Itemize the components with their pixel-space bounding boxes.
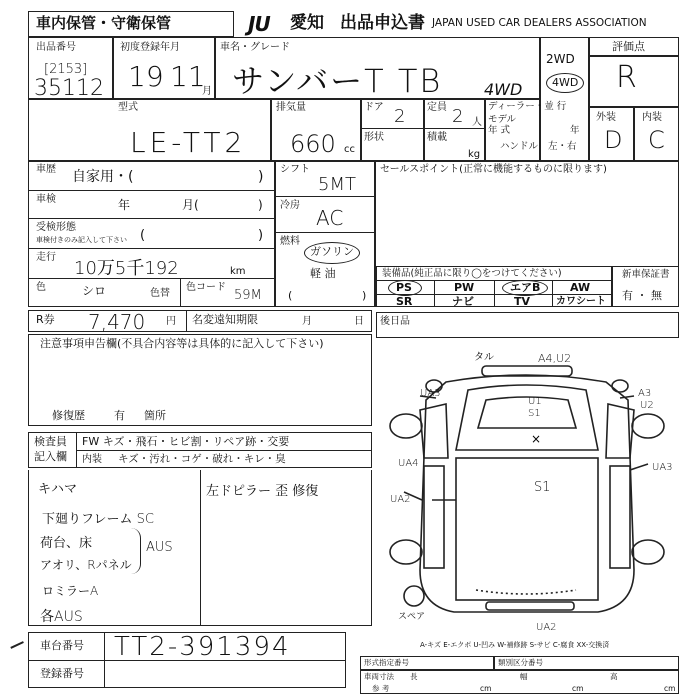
register-label: 登録番号 [40, 667, 84, 680]
history-value: 自家用・( [72, 169, 134, 185]
repair-value: 有 [114, 409, 125, 422]
car-label: 車名・グレード [220, 42, 290, 53]
rear-bumper [486, 602, 574, 610]
score-value: R [616, 60, 637, 95]
dealer-year-unit: 年 [570, 125, 580, 136]
spec-cm-1: cm [480, 684, 492, 693]
spec-cm-3: cm [664, 684, 676, 693]
color-code-label: 色コード [186, 282, 226, 293]
diag-label-left-bed: UA2 [390, 494, 411, 505]
car-windshield [478, 397, 576, 428]
fuel-label: 燃料 [280, 236, 300, 247]
dealer-line4-value: 左・右 [548, 141, 577, 152]
fuel-diesel: 軽 油 [310, 267, 336, 280]
color-label: 色 [36, 282, 46, 293]
spec-cm-2: cm [572, 684, 584, 693]
inspector-l2: 記入欄 [34, 450, 67, 463]
history-label: 車歴 [36, 164, 56, 175]
diag-label-right-front-a: A3 [638, 388, 652, 399]
color-value: シロ [82, 284, 107, 298]
warranty-label: 新車保証書 [622, 269, 670, 280]
equip-aw: AW [570, 281, 591, 294]
handnote-5: アオリ、Rパネル [40, 558, 132, 572]
exterior-label: 外装 [596, 112, 616, 123]
load-label: 積載 [427, 132, 447, 143]
car-drive-note: 4WD [484, 80, 523, 99]
spec-box-b-label: 類別区分番号 [498, 658, 543, 667]
registration-year: 19 [128, 60, 164, 93]
spare-tire-icon [404, 586, 424, 606]
rear-items-box [376, 312, 679, 338]
wheel-rear-right-icon [632, 540, 664, 564]
inspector-fw: FW キズ・飛石・ヒビ割・リペア跡・交要 [82, 435, 290, 448]
capacity-value: 2 [452, 106, 464, 127]
acceptance-note: 車検付きのみ記入して下さい [36, 236, 127, 244]
diag-label-rear: UA2 [536, 622, 557, 633]
storage-label: 車内保管・守衛保管 [36, 14, 172, 32]
listing-label: 出品番号 [36, 42, 76, 53]
diag-label-bed: S1 [534, 480, 551, 495]
model-value: LE-TT2 [130, 126, 247, 159]
spec-wid: 幅 [520, 672, 528, 681]
equip-sr: SR [396, 295, 413, 308]
equip-airbag-circle [502, 280, 548, 296]
document-title: 出品申込書 [340, 13, 425, 33]
car-left-bedside [424, 466, 444, 568]
corner-mark [10, 641, 23, 648]
recycle-unit: 円 [166, 316, 176, 327]
handnote-2: 左ドピラー 歪 修復 [206, 484, 319, 499]
cooling-label: 冷房 [280, 200, 300, 211]
equip-ps-circle [388, 280, 422, 296]
acceptance-paren: ( [140, 228, 146, 243]
spec-len: 長 [410, 672, 418, 681]
diag-label-roof-u: U1 [528, 396, 542, 407]
inspection-close: ) [258, 198, 263, 212]
car-name: サンバーT TB [232, 62, 443, 100]
name-change-day: 日 [354, 316, 364, 327]
handnote-7: 各AUS [40, 609, 83, 625]
repair-label: 修復歴 [52, 409, 85, 422]
equipment-label: 装備品(純正品に限り◯をつけてください) [382, 268, 562, 279]
wheel-front-left-icon [390, 414, 422, 438]
dealer-line3: 年 式 [488, 125, 511, 136]
inspection-label: 車検 [36, 194, 56, 205]
diag-label-roof-s: S1 [528, 408, 541, 419]
diag-label-left-mid: UA4 [398, 458, 419, 469]
warranty-value: 有 ・ 無 [622, 289, 662, 302]
model-label: 型式 [118, 102, 138, 113]
diagram-legend: A-キズ E-エクボ U-凹み W-補修跡 S-サビ C-腐食 XX-交換済 [420, 641, 610, 649]
diag-label-right-front-u: U2 [640, 400, 654, 411]
recycle-value: 7,470 [88, 310, 146, 334]
color-change-label: 色替 [150, 288, 170, 299]
handnote-6: ロミラーA [42, 584, 99, 598]
interior-label: 内装 [642, 112, 662, 123]
fuel-gas: ガソリン [310, 245, 354, 258]
diag-label-right-mid: UA3 [652, 462, 673, 473]
doors-label: ドア [364, 102, 384, 113]
inspector-l1: 検査員 [34, 435, 67, 448]
diag-label-tar: タル [474, 352, 494, 363]
fuel-close: ) [362, 289, 367, 302]
history-close: ) [258, 169, 264, 185]
acceptance-close: ) [258, 228, 264, 243]
association-english: JAPAN USED CAR DEALERS ASSOCIATION [432, 17, 647, 29]
registration-month: 11 [170, 60, 206, 93]
notes-label: 注意事項申告欄(不具合内容等は具体的に記入して下さい) [40, 337, 324, 350]
car-bed [456, 458, 598, 600]
shape-label: 形状 [364, 132, 384, 143]
handnote-3: 下廻りフレーム SC [42, 512, 154, 527]
registration-month-unit: 月 [202, 86, 212, 97]
doors-value: 2 [394, 106, 406, 127]
car-right-bedside [610, 466, 630, 568]
color-code: 59M [234, 288, 262, 303]
inspector-int-label: 内装 [82, 454, 102, 465]
inspection-year: 年 [118, 198, 131, 212]
engine-unit: cc [344, 144, 355, 155]
spec-box-a-label: 形式指定番号 [364, 658, 409, 667]
spec-hgt: 高 [610, 672, 618, 681]
shift-value: 5MT [318, 174, 356, 195]
drive-2wd: 2WD [546, 52, 575, 66]
dealer-line2: モデル [488, 114, 517, 125]
capacity-label: 定員 [427, 102, 447, 113]
equip-ps: PS [396, 281, 412, 294]
interior-score: C [648, 126, 665, 154]
equip-airbag: エアB [510, 281, 541, 294]
exterior-score: D [604, 126, 623, 154]
cooling-value: AC [316, 206, 344, 230]
wheel-front-right-icon [632, 414, 664, 438]
score-label: 評価点 [612, 40, 645, 53]
spare-label: スペア [398, 612, 426, 622]
dealer-line4: ハンドル [500, 141, 539, 152]
association-name: 愛知 [290, 13, 324, 33]
spec-dims: 車両寸法 [364, 672, 394, 681]
mileage-unit: km [230, 266, 246, 277]
shift-label: シフト [280, 164, 310, 175]
car-cab [456, 385, 598, 450]
name-change-month: 月 [302, 316, 312, 327]
chassis-value: TT2-391394 [114, 632, 291, 662]
load-unit: kg [468, 149, 481, 160]
registration-label: 初度登録年月 [120, 42, 180, 53]
spec-ref: 参 考 [372, 684, 390, 693]
dealer-line1: ディーラー・並 行 [488, 101, 567, 112]
listing-sub: [2153] [44, 62, 88, 77]
car-body-outline [420, 375, 634, 612]
wheel-rear-left-icon [390, 540, 422, 564]
recycle-label: R券 [36, 313, 55, 326]
diag-label-left-front: UA3 [420, 388, 441, 399]
damage-x-mark: × [530, 432, 542, 446]
repair-close: 箇所 [144, 409, 166, 422]
capacity-unit: 人 [472, 117, 482, 128]
drive-4wd: 4WD [552, 76, 579, 89]
sales-label: セールスポイント(正常に機能するものに限ります) [380, 164, 607, 175]
aus-bracket-icon [130, 528, 141, 574]
acceptance-label: 受検形態 [36, 222, 76, 233]
chassis-label: 車台番号 [40, 639, 84, 652]
equip-navi: ナビ [452, 295, 474, 308]
mileage-label: 走行 [36, 252, 56, 263]
engine-value: 660 [290, 130, 336, 158]
mileage-value: 10万5千192 [74, 258, 179, 279]
diag-label-front: A4,U2 [538, 352, 572, 365]
equip-leather: カワシート [556, 296, 606, 307]
rear-items-label: 後日品 [380, 316, 410, 327]
engine-label: 排気量 [276, 102, 306, 113]
mirror-right-icon [612, 380, 628, 392]
aus-bracket-label: AUS [146, 540, 173, 555]
equip-tv: TV [514, 295, 531, 308]
inspector-int-items: キズ・汚れ・コゲ・破れ・キレ・臭 [118, 453, 286, 465]
fuel-paren: ( [288, 289, 293, 302]
name-change-label: 名変遠知期限 [192, 313, 258, 326]
equip-pw: PW [454, 281, 475, 294]
car-diagram [376, 340, 679, 652]
listing-number: 35112 [34, 76, 104, 101]
handnote-4: 荷台、床 [40, 536, 93, 551]
handnote-1: キハマ [38, 482, 78, 497]
ju-logo-icon: JU [248, 12, 270, 36]
car-floor [476, 590, 576, 594]
inspection-month: 月( [182, 198, 199, 212]
